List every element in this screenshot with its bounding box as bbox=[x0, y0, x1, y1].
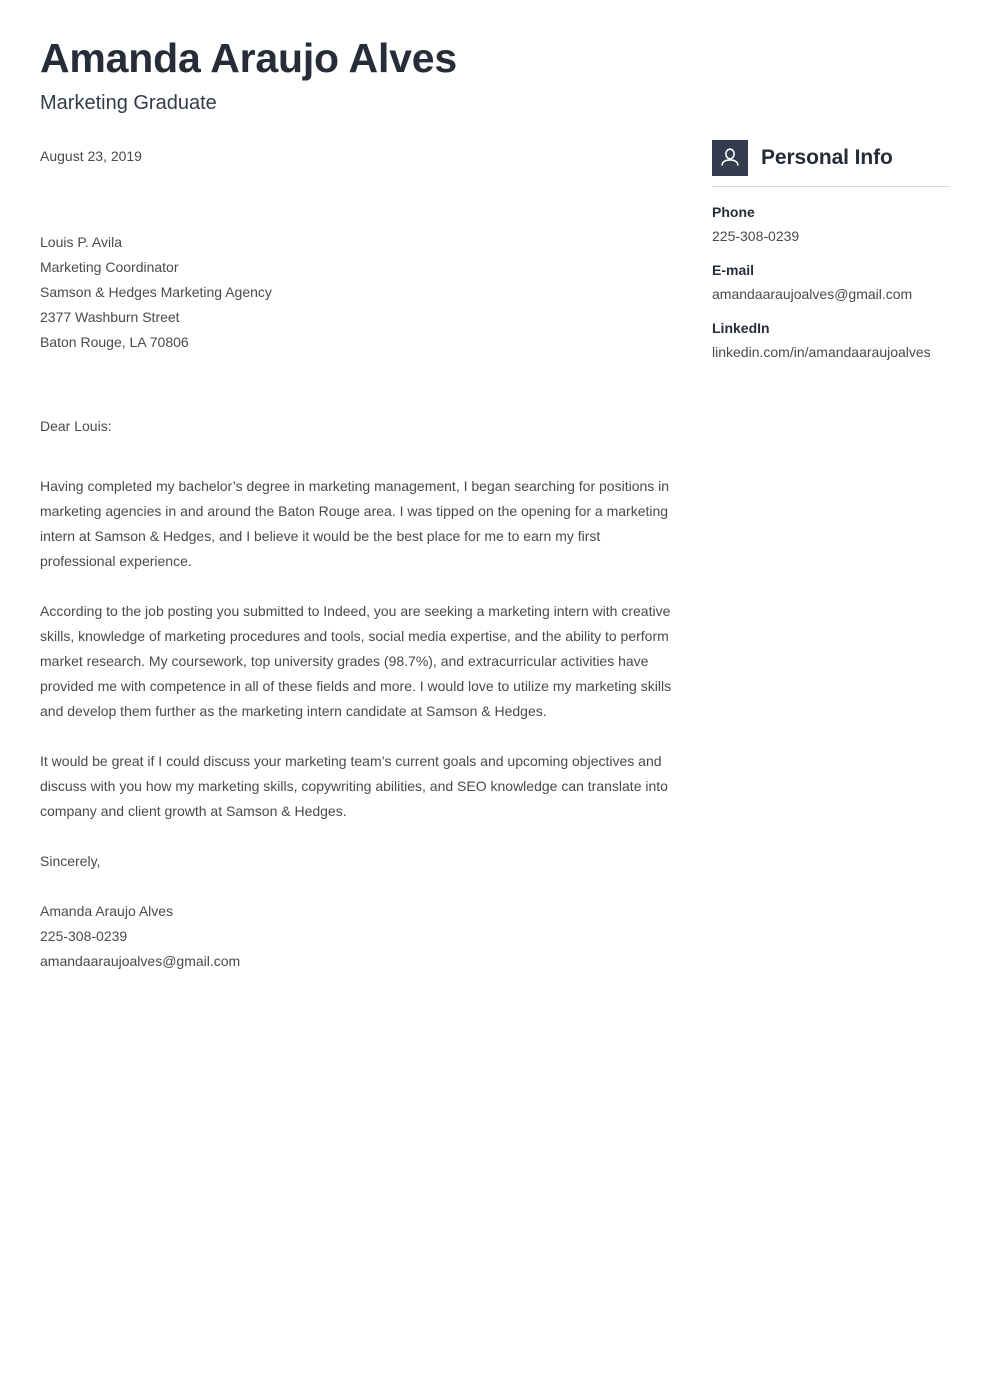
field-label: Phone bbox=[712, 204, 755, 220]
recipient-line: Samson & Hedges Marketing Agency bbox=[40, 284, 272, 300]
sidebar-divider bbox=[712, 186, 950, 187]
recipient-line: Marketing Coordinator bbox=[40, 259, 179, 275]
recipient-line: Baton Rouge, LA 70806 bbox=[40, 334, 189, 350]
recipient-address-block bbox=[40, 230, 600, 355]
personal-info-sidebar bbox=[712, 140, 950, 362]
field-value: 225-308-0239 bbox=[712, 228, 800, 244]
personal-info-fields bbox=[712, 202, 950, 362]
personal-info-field-phone bbox=[712, 202, 950, 246]
closing-line: Sincerely, bbox=[40, 853, 101, 869]
applicant-job-title: Marketing Graduate bbox=[40, 91, 217, 114]
body-paragraph: According to the job posting you submitted to Indeed, you are seeking a marketing intern with creative skills, knowledge of marketing procedures and tools, social media expertise, and the ability to perform market research. My coursework, top university grades (98.7%), and extracurricular activities have provided me with competence in all of these fields and more. I would love to utilize my marketing skills and develop them further as the marketing intern candidate at Samson & Hedges. bbox=[40, 603, 672, 719]
person-icon bbox=[712, 140, 748, 176]
personal-info-field-email bbox=[712, 260, 950, 304]
personal-info-title: Personal Info bbox=[761, 146, 893, 170]
page-title: Amanda Araujo Alves bbox=[40, 35, 457, 81]
recipient-line: Louis P. Avila bbox=[40, 234, 122, 250]
field-label: E-mail bbox=[712, 262, 755, 278]
salutation: Dear Louis: bbox=[40, 418, 112, 434]
signature-block bbox=[40, 899, 676, 974]
personal-info-field-linkedin bbox=[712, 318, 950, 362]
signature-name: Amanda Araujo Alves bbox=[40, 903, 174, 919]
body-paragraph: Having completed my bachelor’s degree in marketing management, I began searching for positions in marketing agencies in and around the Baton Rouge area. I was tipped on the opening for a marketing intern at Samson & Hedges, and I believe it would be the best place for me to earn my first professional experience. bbox=[40, 478, 670, 569]
letter-body bbox=[40, 414, 676, 974]
letter-header bbox=[40, 36, 680, 165]
personal-info-header bbox=[712, 140, 950, 184]
signature-email: amandaaraujoalves@gmail.com bbox=[40, 953, 241, 969]
field-label: LinkedIn bbox=[712, 320, 770, 336]
field-value: amandaaraujoalves@gmail.com bbox=[712, 286, 913, 302]
letter-date: August 23, 2019 bbox=[40, 147, 142, 164]
body-paragraph: It would be great if I could discuss your marketing team’s current goals and upcoming objectives and discuss with you how my marketing skills, copywriting abilities, and SEO knowledge can translate into company and client growth at Samson & Hedges. bbox=[40, 753, 668, 819]
signature-phone: 225-308-0239 bbox=[40, 928, 128, 944]
recipient-line: 2377 Washburn Street bbox=[40, 309, 180, 325]
field-value[interactable]: linkedin.com/in/amandaaraujoalves bbox=[712, 344, 931, 360]
